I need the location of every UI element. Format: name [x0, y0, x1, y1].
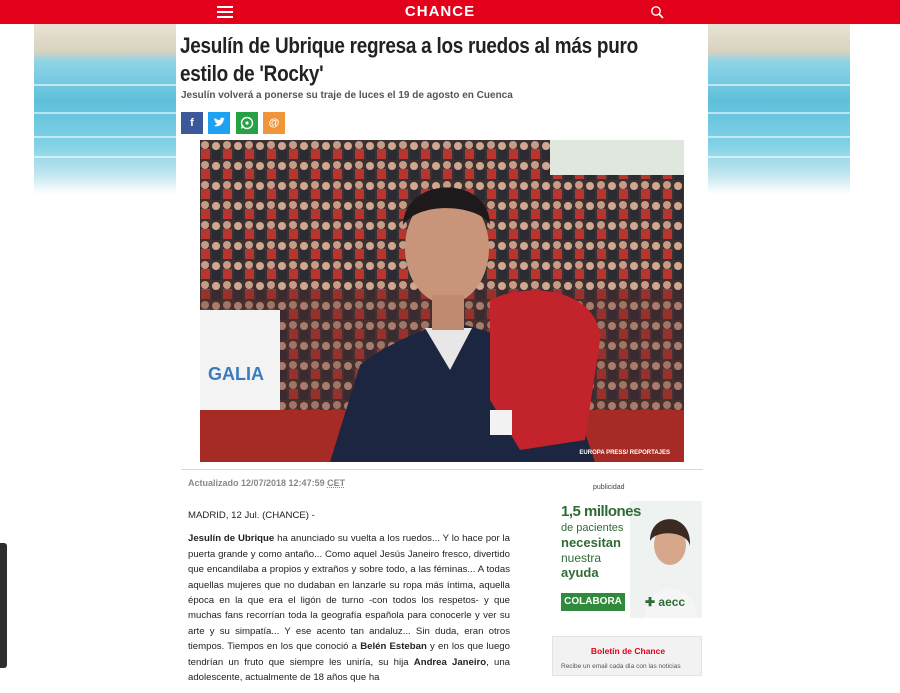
article-container — [176, 24, 708, 684]
newsletter-box[interactable] — [552, 636, 702, 676]
bullfighter-photo — [200, 140, 684, 462]
banner-text: GALIA — [208, 364, 264, 384]
divider — [181, 469, 703, 470]
photo-credit: EUROPA PRESS/ REPORTAJES — [579, 450, 670, 456]
updated-timestamp — [188, 478, 345, 488]
side-tab[interactable] — [0, 543, 7, 668]
email-share-button[interactable]: @ — [263, 112, 285, 134]
article-paragraph — [188, 531, 510, 685]
article-body — [188, 508, 510, 693]
article-subtitle: Jesulín volverá a ponerse su traje de luces el 19 de agosto en Cuenca — [181, 90, 513, 101]
article-photo — [200, 140, 684, 462]
ad-text: nuestra — [561, 551, 602, 565]
paragraph-text: ha anunciado su vuelta a los ruedos... Y lo hace por la puerta grande y como antaño... Como aquel Jesús Janeiro fresco, divertido que encandilaba a propios y extraños y sobre todo, a las féminas... A todas aquellas mujeres que no dudaban en lanzarle su ropa más íntima, aquella época en la que era el ligón de turno -con todos los respetos- y que muchas fans recorrían toda la geografía española para conocerle y ver su arte y su simpatía... Y ese acento tan andaluz... Sin duda, eran otros tiempos. Tiempos en los que conoció a — [188, 533, 510, 653]
whatsapp-icon — [236, 112, 258, 134]
person-belen[interactable]: Belén Esteban — [360, 641, 427, 653]
article-title: Jesulín de Ubrique regresa a los ruedos al más puro estilo de 'Rocky' — [180, 33, 638, 86]
twitter-icon — [208, 112, 230, 134]
ad-headline: 1,5 millones — [561, 503, 641, 520]
twitter-share-button[interactable] — [208, 112, 230, 134]
ad-text: ayuda — [561, 565, 599, 580]
aecc-brand: aecc — [658, 595, 686, 609]
background-pool-left — [34, 24, 176, 194]
paragraph-text: y en los que luego tendrían un fruto que siempre les uniría, su hija — [188, 641, 510, 668]
person-andrea[interactable]: Andrea Janeiro — [413, 656, 487, 668]
ad-text: necesitan — [561, 535, 621, 550]
newsletter-text: Recibe un email cada día con las noticias — [561, 663, 681, 670]
search-icon[interactable] — [650, 5, 664, 19]
updated-label: Actualizado 12/07/2018 12:47:59 — [188, 478, 325, 488]
colabora-button[interactable]: COLABORA — [561, 593, 625, 611]
newsletter-title: Boletín de Chance — [590, 646, 666, 656]
timezone-abbr: CET — [327, 478, 346, 488]
dateline: MADRID, 12 Jul. (CHANCE) - — [188, 510, 315, 521]
top-bar — [0, 0, 900, 24]
advertisement[interactable] — [552, 501, 702, 618]
site-logo[interactable]: CHANCE — [404, 3, 476, 20]
whatsapp-share-button[interactable] — [236, 112, 258, 134]
ad-text: de pacientes — [561, 522, 624, 534]
paragraph-text: , una adolescente, actualmente de 18 años que ha — [188, 656, 510, 684]
background-pool-right — [708, 24, 850, 194]
person-jesulin[interactable]: Jesulín de Ubrique — [188, 533, 275, 545]
ad-label: publicidad — [593, 484, 625, 491]
aecc-logo: ✚ aecc — [645, 595, 686, 609]
facebook-share-button[interactable]: f — [181, 112, 203, 134]
